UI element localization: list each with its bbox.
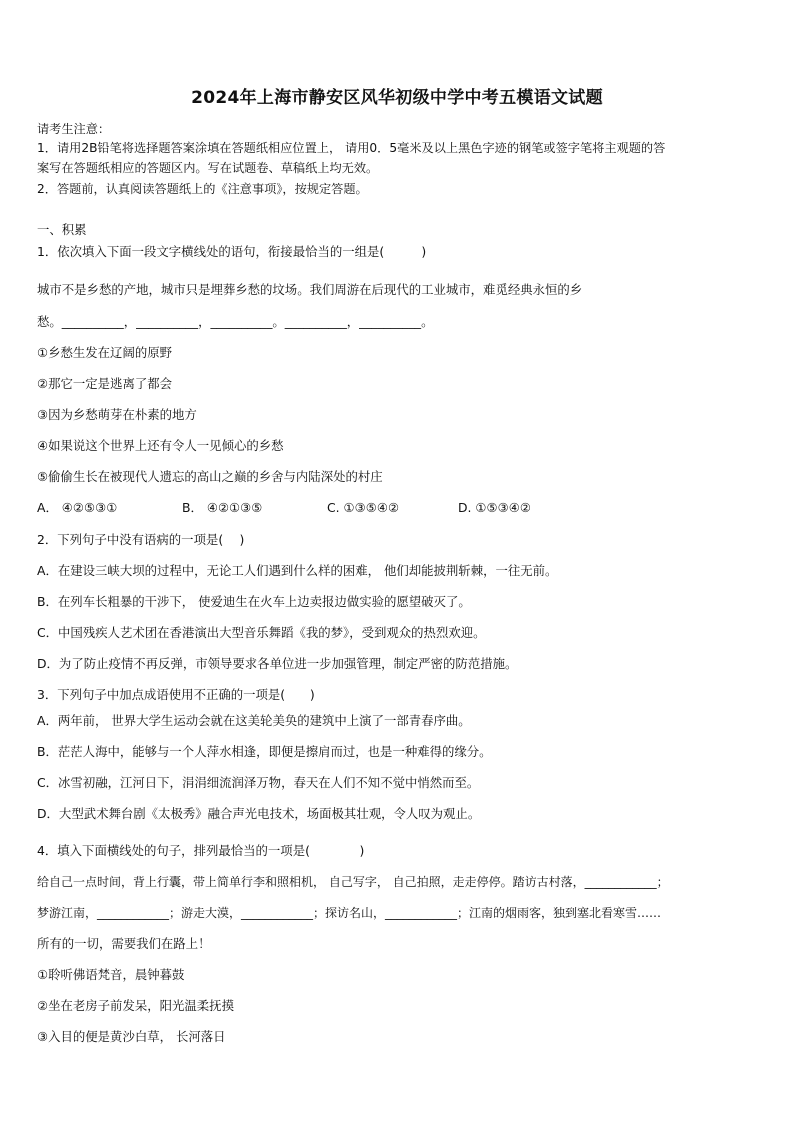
q2-stem: 2．下列句子中没有语病的一项是( ) [37,532,245,547]
q1-stem: 1．依次填入下面一段文字横线处的语句，衔接最恰当的一组是( ) [37,244,427,259]
q1-sentence-4: ④如果说这个世界上还有令人一见倾心的乡愁 [37,438,284,453]
q1-sentence-3: ③因为乡愁萌芽在朴素的地方 [37,407,197,422]
q1-text-line-1: 城市不是乡愁的产地，城市只是埋葬乡愁的坟场。我们周游在后现代的工业城市，难觅经典永恒的乡 [37,282,583,297]
q4-sentence-3: ③入目的便是黄沙白草， 长河落日 [37,1029,226,1044]
q3-option-a[interactable]: A．两年前， 世界大学生运动会就在这美轮美奂的建筑中上演了一部青春序曲。 [37,713,471,728]
q4-stem: 4．填入下面横线处的句子，排列最恰当的一项是( ) [37,843,365,858]
q2-option-c[interactable]: C．中国残疾人艺术团在香港演出大型音乐舞蹈《我的梦》，受到观众的热烈欢迎。 [37,625,486,640]
q1-option-a[interactable]: A． ④②⑤③① [37,500,118,515]
page-title: 2024年上海市静安区风华初级中学中考五模语文试题 [191,88,603,108]
q3-option-b[interactable]: B．茫茫人海中，能够与一个人萍水相逢，即便是擦肩而过，也是一种难得的缘分。 [37,744,492,759]
q2-option-d[interactable]: D．为了防止疫情不再反弹，市领导要求各单位进一步加强管理，制定严密的防范措施。 [37,656,518,671]
q4-text-line-3: 所有的一切，需要我们在路上！ [37,936,211,951]
q3-option-d[interactable]: D．大型武术舞台剧《太极秀》融合声光电技术，场面极其壮观，令人叹为观止。 [37,806,481,821]
q2-option-b[interactable]: B．在列车长粗暴的干涉下， 使爱迪生在火车上边卖报边做实验的愿望破灭了。 [37,594,471,609]
notice-item-2: 2．答题前，认真阅读答题纸上的《注意事项》，按规定答题。 [37,182,368,196]
notice-item-1-line-2: 案写在答题纸相应的答题区内。写在试题卷、草稿纸上均无效。 [37,161,379,175]
q1-sentence-5: ⑤偷偷生长在被现代人遗忘的高山之巅的乡舍与内陆深处的村庄 [37,469,383,484]
section-heading: 一、积累 [37,222,87,237]
q4-text-line-1: 给自己一点时间，背上行囊，带上简单行李和照相机， 自己写字， 自己拍照，走走停停。踏访古村落，____________； [37,875,669,889]
q1-option-d[interactable]: D. ①⑤③④② [458,500,531,515]
q3-stem: 3．下列句子中加点成语使用不正确的一项是( ) [37,687,315,702]
q2-option-a[interactable]: A．在建设三峡大坝的过程中，无论工人们遇到什么样的困难， 他们却能披荆斩棘，一往无前。 [37,563,558,578]
q3-option-c[interactable]: C．冰雪初融，江河日下，涓涓细流润泽万物，春天在人们不知不觉中悄然而至。 [37,775,480,790]
notice-item-1-line-1: 1．请用2B铅笔将选择题答案涂填在答题纸相应位置上， 请用0．5毫米及以上黑色字迹的钢笔或签字笔将主观题的答 [37,141,666,155]
q1-sentence-1: ①乡愁生发在辽阔的原野 [37,345,173,360]
q1-sentence-2: ②那它一定是逃离了都会 [37,376,173,391]
notice-heading: 请考生注意： [37,122,111,136]
q1-option-b[interactable]: B． ④②①③⑤ [182,500,263,515]
q1-option-c[interactable]: C. ①③⑤④② [327,500,400,515]
q4-sentence-1: ①聆听佛语梵音，晨钟暮鼓 [37,967,185,982]
q4-text-line-2: 梦游江南，____________；游走大漠，____________；探访名山，____________；江南的烟雨客，独到塞北看寒雪…… [37,906,662,920]
q4-sentence-2: ②坐在老房子前发呆，阳光温柔抚摸 [37,998,234,1013]
q1-text-line-2: 愁。__________，__________，__________。__________，__________。 [37,314,434,329]
